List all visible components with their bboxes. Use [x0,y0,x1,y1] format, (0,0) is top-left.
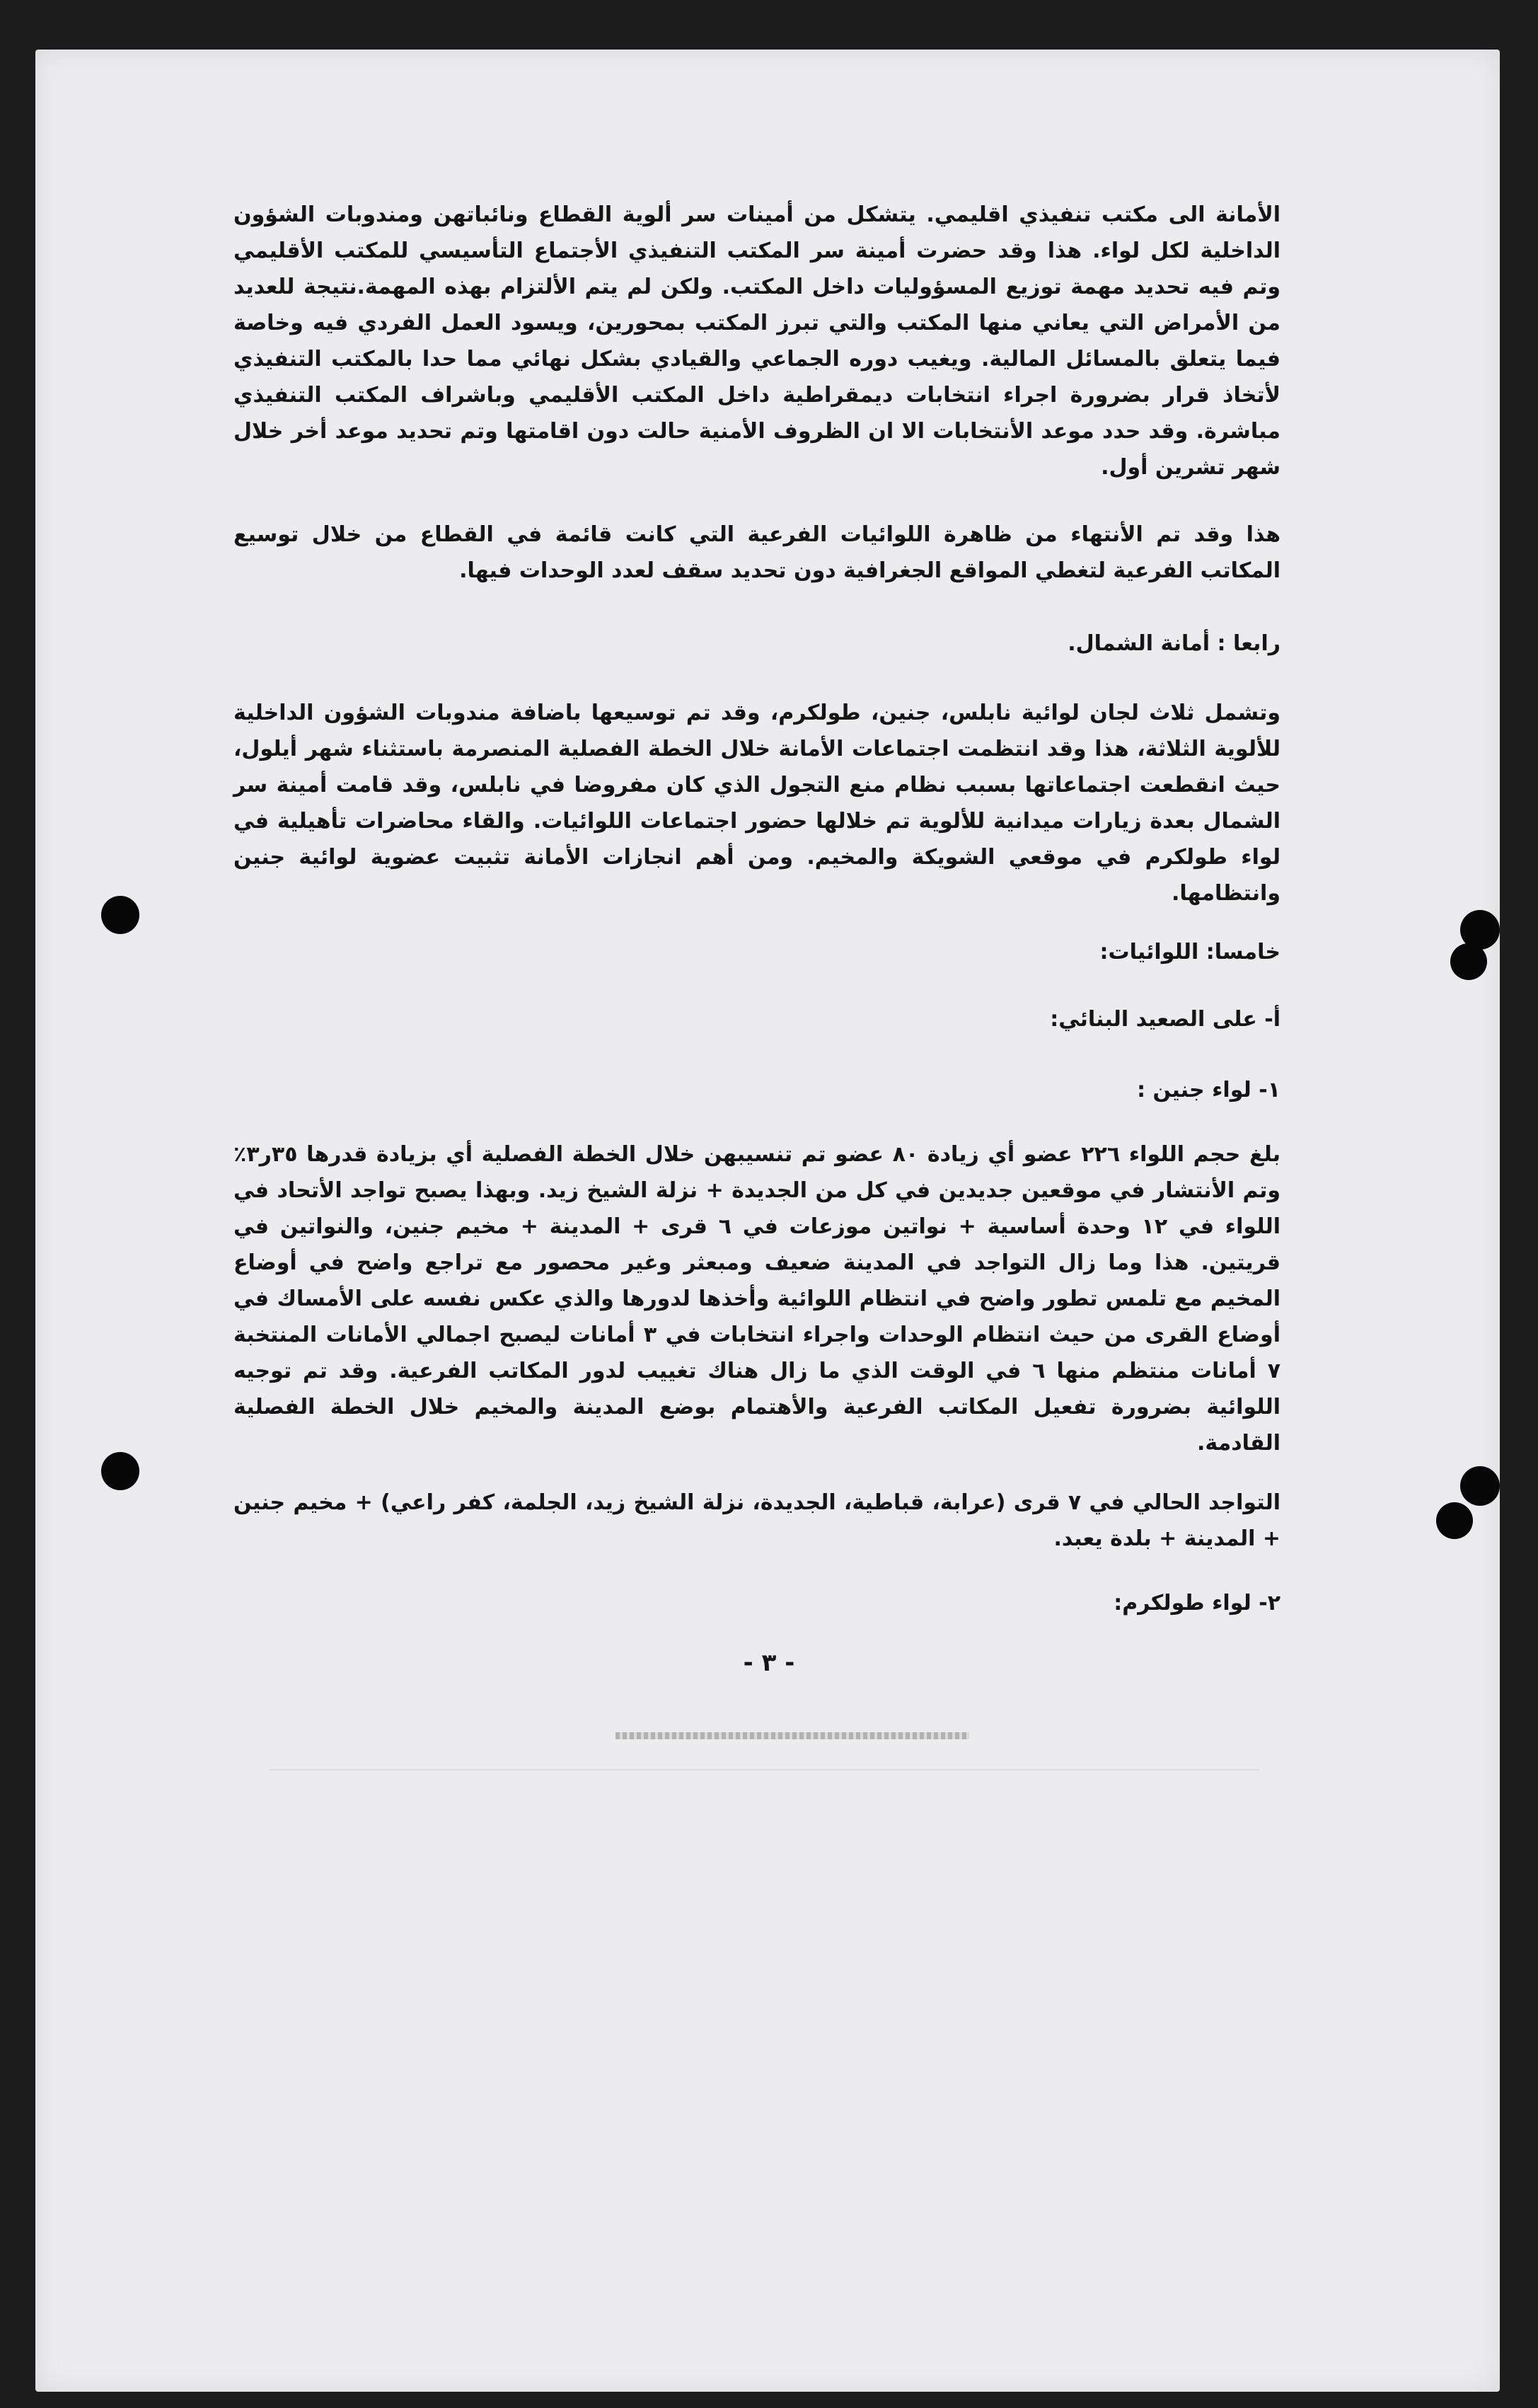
punch-hole [1436,1502,1473,1539]
heading-tulkarm-district: ٢- لواء طولكرم: [1114,1591,1280,1615]
page-number: - ٣ - [743,1649,795,1677]
punch-hole [101,1452,139,1490]
heading-structural-level: أ- على الصعيد البنائي: [1050,1007,1280,1032]
print-smudge [615,1732,969,1739]
punch-hole [101,896,139,934]
heading-jenin-district: ١- لواء جنين : [1137,1078,1280,1102]
paragraph-jenin-details: بلغ حجم اللواء ٢٢٦ عضو أي زيادة ٨٠ عضو تم تنسيبهن خلال الخطة الفصلية أي بزيادة قدرها ٣٥ر٣٪ وتم الأنتشار في موقعين جديدين في كل من الجديدة + نزلة الشيخ زيد. وبهذا يصبح تواجد الأتحاد في اللواء في ١٢ وحدة أساسية + نواتين موزعات في ٦ قرى + المدينة + مخيم جنين، والنواتين في قريتين. هذا وما زال التواجد في المدينة ضعيف ومبعثر وغير محصور مع تراجع واضح في أوضاع المخيم مع تلمس تطور واضح في انتظام اللوائية وأخذها لدورها والذي عكس نفسه على الأمساك في أوضاع القرى من حيث انتظام الوحدات واجراء انتخابات في ٣ أمانات ليصبح اجمالي الأمانات المنتخبة ٧ أمانات منتظم منها ٦ في الوقت الذي ما زال هناك تغييب لدور المكاتب الفرعية. وقد تم توجيه اللوائية بضرورة تفعيل المكاتب الفرعية والأهتمام بوضع المدينة والمخيم خلال الخطة الفصلية القادمة. [233,1142,1281,1456]
punch-hole [1460,1466,1500,1506]
heading-north-secretariat: رابعا : أمانة الشمال. [1068,631,1280,656]
paragraph-branch-offices: هذا وقد تم الأنتهاء من ظاهرة اللوائيات الفرعية التي كانت قائمة في القطاع من خلال توسيع المكاتب الفرعية لتغطي المواقع الجغرافية دون تحديد سقف لعدد الوحدات فيها. [233,522,1280,583]
paragraph-regional-office: الأمانة الى مكتب تنفيذي اقليمي. يتشكل من أمينات سر ألوية القطاع ونائباتهن ومندوبات الشؤون الداخلية لكل لواء. هذا وقد حضرت أمينة سر المكتب التنفيذي الأجتماع التأسيسي للمكتب الأقليمي وتم فيه تحديد مهمة توزيع المسؤوليات داخل المكتب. ولكن لم يتم الألتزام بهذه المهمة.نتيجة للعديد من الأمراض التي يعاني منها المكتب والتي تبرز المكتب بمحورين، ويسود العمل الفردي فيه وخاصة فيما يتعلق بالمسائل المالية. ويغيب دوره الجماعي والقيادي بشكل نهائي مما حدا بالمكتب التنفيذي لأتخاذ قرار بضرورة اجراء انتخابات ديمقراطية داخل المكتب الأقليمي وباشراف المكتب التنفيذي مباشرة. وقد حدد موعد الأنتخابات الا ان الظروف الأمنية حالت دون اقامتها وتم تحديد موعد أخر خلال شهر تشرين أول. [233,202,1280,480]
heading-fifth-districts: خامسا: اللوائيات: [1099,940,1280,964]
punch-hole [1450,943,1487,980]
paragraph-north-secretariat: وتشمل ثلاث لجان لوائية نابلس، جنين، طولكرم، وقد تم توسيعها باضافة مندوبات الشؤون الداخلية للألوية الثلاثة، هذا وقد انتظمت اجتماعات الأمانة خلال الخطة الفصلية المنصرمة باستثناء شهر أيلول، حيث انقطعت اجتماعاتها بسبب نظام منع التجول الذي كان مفروضا في نابلس، وقد قامت أمينة سر الشمال بعدة زيارات ميدانية للألوية تم خلالها حضور اجتماعات اللوائيات. والقاء محاضرات تأهيلية في لواء طولكرم في موقعي الشويكة والمخيم. ومن أهم انجازات الأمانة تثبيت عضوية لوائية جنين وانتظامها. [233,701,1280,906]
paragraph-jenin-presence: التواجد الحالي في ٧ قرى (عرابة، قباطية، الجديدة، نزلة الشيخ زيد، الجلمة، كفر راعي) + مخيم جنين + المدينة + بلدة يعبد. [233,1490,1280,1551]
bleed-through-line [269,1769,1259,1770]
